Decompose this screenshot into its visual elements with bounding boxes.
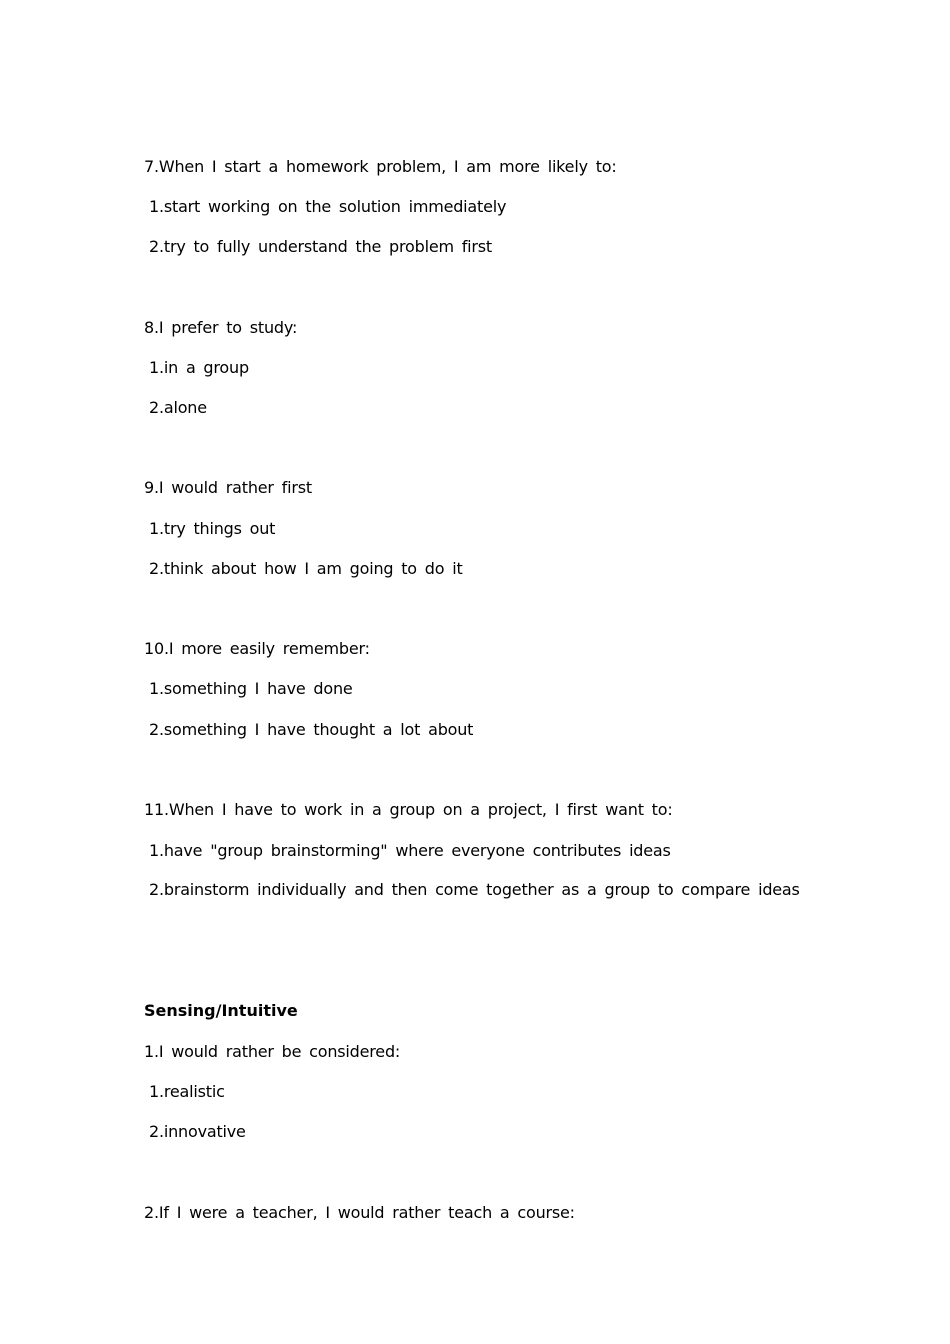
question-9-option-1: 1.try things out [149,519,276,538]
question-10-option-1: 1.something I have done [149,679,353,698]
question-7: 7.When I start a homework problem, I am more likely to: [144,157,617,176]
question-8-option-1: 1.in a group [149,358,249,377]
question-8-option-2: 2.alone [149,398,207,417]
question-9-option-2: 2.think about how I am going to do it [149,559,463,578]
question-11-option-2: 2.brainstorm individually and then come together as a group to compare ideas [149,880,800,899]
section-heading: Sensing/Intuitive [144,1001,298,1020]
sensing-question-1-option-1: 1.realistic [149,1082,225,1101]
question-10: 10.I more easily remember: [144,639,370,658]
question-11: 11.When I have to work in a group on a project, I first want to: [144,800,673,819]
question-7-option-1: 1.start working on the solution immediately [149,197,507,216]
question-11-option-1: 1.have "group brainstorming" where everyone contributes ideas [149,841,671,860]
question-10-option-2: 2.something I have thought a lot about [149,720,474,739]
question-8: 8.I prefer to study: [144,318,298,337]
question-9: 9.I would rather first [144,478,312,497]
question-7-option-2: 2.try to fully understand the problem first [149,237,492,256]
sensing-question-1-option-2: 2.innovative [149,1122,246,1141]
sensing-question-1: 1.I would rather be considered: [144,1042,401,1061]
sensing-question-2: 2.If I were a teacher, I would rather teach a course: [144,1203,575,1222]
